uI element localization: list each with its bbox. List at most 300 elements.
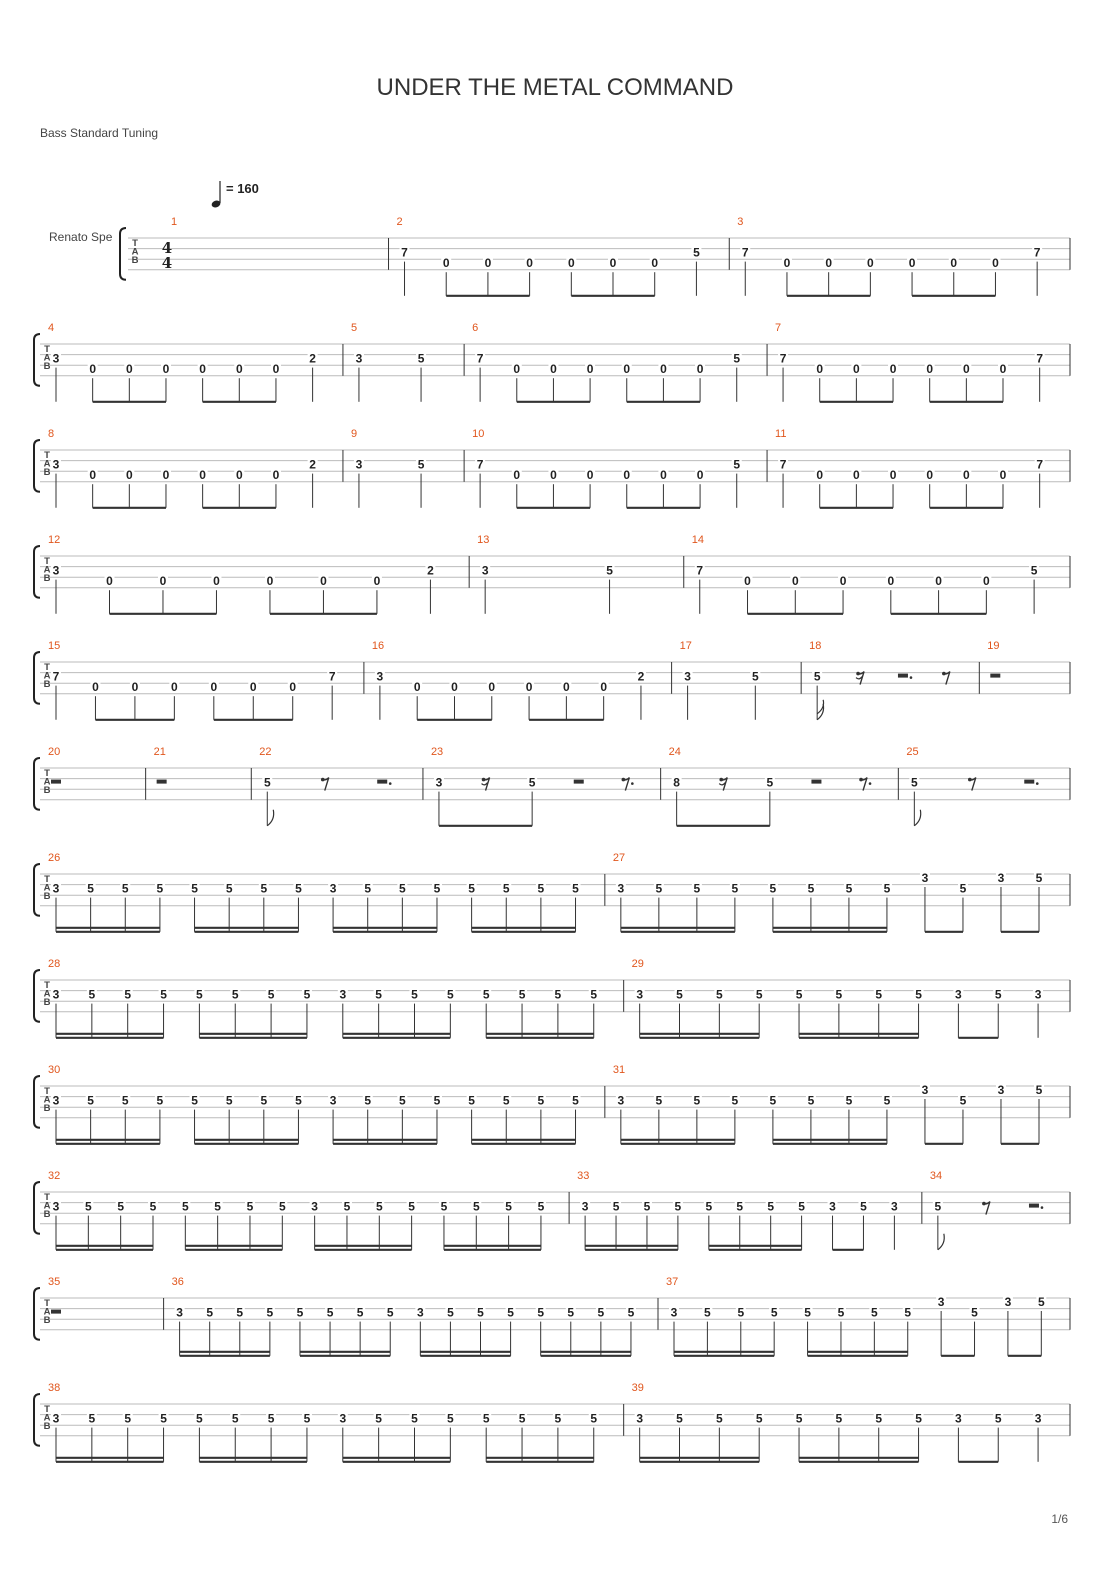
measure-number: 25 [906,746,919,758]
fret-number: 0 [550,468,557,483]
fret-number: 5 [676,1411,683,1426]
fret-number: 5 [160,987,167,1002]
fret-number: 0 [651,256,659,271]
fret-number: 5 [1037,1295,1045,1309]
fret-number: 5 [731,1093,739,1108]
measure-number: 27 [612,852,626,864]
fret-number: 7 [52,669,60,684]
fret-number: 7 [328,669,336,684]
tab-clef-letter: T [44,768,50,779]
fret-number: 0 [125,468,133,483]
tab-system [34,640,1070,720]
fret-number: 0 [272,362,280,377]
system-bracket [34,970,40,1022]
fret-number: 3 [52,1411,60,1426]
measure-number: 20 [48,746,61,758]
tab-systems [34,216,1070,1462]
fret-number: 5 [260,881,268,896]
measure-number: 8 [48,428,55,440]
tempo-label: = 160 [226,181,259,196]
fret-number: 3 [416,1305,424,1320]
fret-number: 5 [502,881,510,896]
fret-number: 5 [606,563,613,578]
fret-number: 0 [199,362,206,377]
measure-2 [397,216,730,296]
rest-icon [482,783,488,785]
measure-number: 3 [737,216,744,228]
fret-number: 5 [84,1199,92,1214]
fret-number: 0 [413,680,421,695]
measure-number: 14 [691,534,704,546]
fret-number: 5 [482,987,490,1002]
fret-number: 0 [171,680,178,695]
fret-number: 0 [963,362,970,377]
fret-number: 5 [303,1411,311,1426]
fret-number: 5 [231,1411,239,1426]
fret-number: 5 [883,881,891,896]
tab-clef-letter: B [43,1103,51,1114]
tab-clef-letter: A [43,1412,51,1424]
fret-number: 0 [791,574,799,589]
fret-number: 5 [375,987,382,1002]
note-flag [938,1234,944,1250]
fret-number: 3 [481,563,489,578]
measure-35 [48,1276,164,1330]
fret-number: 5 [875,987,883,1002]
fret-number: 5 [716,1411,723,1426]
tab-system [34,322,1070,402]
fret-number: 5 [87,1093,94,1108]
tab-clef-letter: T [44,874,50,885]
measure-37 [666,1276,1070,1356]
fret-number: 5 [263,775,271,790]
fret-number: 5 [766,775,774,790]
fret-number: 5 [482,1411,490,1426]
rest-head [859,778,863,782]
fret-number: 5 [468,881,475,896]
fret-number: 5 [156,1093,164,1108]
fret-number: 5 [447,1305,454,1320]
measure-number: 1 [171,216,178,228]
rest-dot [1041,1206,1044,1209]
fret-number: 0 [926,468,934,483]
fret-number: 5 [537,1199,545,1214]
measure-number: 18 [809,640,822,652]
fret-number: 3 [355,351,363,366]
rest-icon [811,780,821,784]
fret-number: 3 [617,1093,625,1108]
measure-number: 36 [171,1276,184,1288]
tab-clef-letter: A [43,458,51,470]
fret-number: 5 [411,987,418,1002]
measure-33 [577,1170,922,1250]
fret-number: 5 [160,1411,167,1426]
tab-clef-letter: T [44,450,50,461]
measure-13 [477,534,684,614]
tab-system [34,428,1070,508]
tab-clef-letter: A [131,246,139,258]
measure-number: 23 [430,746,444,758]
tab-clef-letter: T [44,1298,50,1309]
fret-number: 5 [246,1199,254,1214]
tab-clef-letter: A [43,352,51,364]
measure-30 [48,1064,605,1144]
fret-number: 3 [52,987,60,1002]
measure-7 [775,322,1070,402]
fret-number: 5 [676,987,683,1002]
fret-number: 5 [440,1199,448,1214]
fret-number: 5 [769,1093,777,1108]
fret-number: 0 [235,468,243,483]
measure-4 [48,322,343,402]
fret-number: 5 [674,1199,682,1214]
fret-number: 5 [121,1093,129,1108]
tab-clef-letter: A [43,1200,51,1212]
fret-number: 3 [670,1305,678,1320]
fret-number: 5 [87,881,94,896]
fret-number: 5 [225,881,233,896]
fret-number: 5 [518,1411,526,1426]
fret-number: 5 [915,1411,922,1426]
fret-number: 5 [417,351,425,366]
rest-icon [856,677,862,679]
fret-number: 5 [807,881,815,896]
tab-clef-letter: B [43,891,51,902]
fret-number: 5 [705,1199,713,1214]
fret-number: 5 [915,987,922,1002]
measure-number: 34 [929,1170,943,1182]
fret-number: 0 [696,362,704,377]
tab-clef-letter: A [43,670,51,682]
fret-number: 5 [612,1199,620,1214]
rest-icon [574,780,584,784]
fret-number: 5 [88,987,96,1002]
fret-number: 0 [526,256,533,271]
measure-number: 32 [48,1170,61,1182]
fret-number: 5 [737,1305,745,1320]
rest-head [982,1202,986,1206]
fret-number: 5 [149,1199,157,1214]
fret-number: 5 [295,881,302,896]
tab-clef-letter: A [43,1094,51,1106]
fret-number: 0 [451,680,458,695]
fret-number: 5 [883,1093,891,1108]
fret-number: 5 [124,987,132,1002]
fret-number: 3 [311,1199,318,1214]
fret-number: 5 [693,245,700,260]
fret-number: 0 [320,574,327,589]
fret-number: 3 [355,457,363,472]
note-flag [267,810,273,826]
fret-number: 0 [926,362,934,377]
measure-27 [613,852,1070,932]
tab-system [34,1382,1070,1462]
fret-number: 5 [798,1199,805,1214]
fret-number: 3 [1034,987,1042,1002]
fret-number: 5 [447,987,454,1002]
fret-number: 0 [272,468,280,483]
fret-number: 5 [910,775,918,790]
measure-6 [472,322,767,402]
fret-number: 3 [636,1411,644,1426]
fret-number: 0 [484,256,492,271]
fret-number: 5 [751,669,759,684]
fret-number: 3 [52,563,60,578]
fret-number: 5 [447,1411,454,1426]
tab-clef-letter: T [44,1404,50,1415]
fret-number: 5 [590,1411,598,1426]
measure-number: 11 [775,428,787,440]
fret-number: 3 [921,871,929,885]
measure-number: 33 [577,1170,590,1182]
fret-number: 5 [411,1411,418,1426]
fret-number: 5 [386,1305,394,1320]
fret-number: 3 [52,351,60,366]
fret-number: 5 [860,1199,867,1214]
tab-clef-letter: B [43,1315,51,1326]
fret-number: 5 [1035,1083,1043,1097]
measure-number: 29 [631,958,644,970]
fret-number: 3 [581,1199,589,1214]
fret-number: 0 [249,680,257,695]
system-bracket [34,758,40,810]
fret-number: 3 [339,987,347,1002]
fret-number: 3 [921,1083,929,1097]
fret-number: 0 [162,468,170,483]
system-bracket [120,228,126,280]
fret-number: 5 [399,881,406,896]
fret-number: 5 [807,1093,815,1108]
fret-number: 0 [908,256,916,271]
tab-system [34,1064,1070,1144]
fret-number: 0 [660,468,667,483]
fret-number: 5 [121,881,129,896]
fret-number: 0 [609,256,617,271]
fret-number: 5 [364,881,372,896]
fret-number: 5 [417,457,425,472]
tab-clef-letter: T [44,662,50,673]
fret-number: 0 [696,468,704,483]
rest-icon [990,674,1000,678]
fret-number: 7 [1033,245,1041,260]
measure-number: 24 [668,746,681,758]
fret-number: 0 [623,362,631,377]
measure-3 [737,216,1070,296]
fret-number: 7 [476,457,484,472]
fret-number: 0 [513,362,521,377]
fret-number: 5 [835,987,843,1002]
fret-number: 0 [131,680,139,695]
rest-head [856,672,860,676]
fret-number: 5 [994,987,1002,1002]
fret-number: 3 [891,1199,898,1214]
fret-number: 5 [755,987,763,1002]
tab-system [34,958,1070,1038]
fret-number: 5 [704,1305,711,1320]
fret-number: 5 [399,1093,406,1108]
fret-number: 5 [502,1093,510,1108]
fret-number: 3 [52,1199,60,1214]
fret-number: 3 [339,1411,347,1426]
fret-number: 5 [303,987,311,1002]
fret-number: 5 [731,881,739,896]
fret-number: 2 [309,457,316,472]
fret-number: 0 [199,468,206,483]
fret-number: 5 [296,1305,304,1320]
fret-number: 5 [716,987,723,1002]
rest-dot [389,782,392,785]
fret-number: 5 [343,1199,351,1214]
measure-number: 30 [48,1064,61,1076]
rest-icon [377,780,387,784]
fret-number: 5 [191,1093,198,1108]
fret-number: 3 [955,1411,962,1426]
fret-number: 5 [375,1199,383,1214]
tab-system [34,852,1070,932]
rest-dot [869,782,872,785]
fret-number: 5 [769,881,777,896]
fret-number: 5 [835,1411,843,1426]
fret-number: 5 [472,1199,480,1214]
fret-number: 7 [779,351,787,366]
fret-number: 5 [356,1305,364,1320]
measure-39 [632,1382,1070,1462]
measure-1 [171,216,389,270]
fret-number: 0 [513,468,521,483]
measure-number: 9 [350,428,358,440]
fret-number: 5 [260,1093,268,1108]
fret-number: 5 [408,1199,415,1214]
fret-number: 5 [643,1199,651,1214]
tab-clef-letter: B [43,467,51,478]
time-signature-top: 4 [161,239,173,257]
fret-number: 5 [572,881,579,896]
measure-20 [48,746,146,800]
measure-16 [372,640,672,720]
fret-number: 5 [196,987,203,1002]
measure-number: 6 [472,322,479,334]
tab-clef-letter: T [44,1086,50,1097]
fret-number: 5 [554,987,562,1002]
fret-number: 3 [937,1295,945,1309]
measure-number: 7 [775,322,782,334]
rest-dot [910,676,913,679]
system-bracket [34,1182,40,1234]
fret-number: 5 [971,1305,978,1320]
tab-system [34,534,1070,614]
fret-number: 0 [89,362,97,377]
fret-number: 3 [329,1093,337,1108]
measure-number: 35 [48,1276,61,1288]
fret-number: 0 [373,574,381,589]
measure-number: 28 [48,958,61,970]
fret-number: 0 [92,680,99,695]
fret-number: 5 [795,987,803,1002]
measure-34 [930,1170,1070,1250]
fret-number: 5 [433,1093,441,1108]
measure-8 [48,428,343,508]
tab-clef-letter: T [44,1192,50,1203]
measure-5 [351,322,464,402]
fret-number: 0 [563,680,570,695]
rest-icon [898,674,908,678]
measure-number: 15 [48,640,61,652]
measure-number: 13 [477,534,490,546]
fret-number: 0 [525,680,533,695]
fret-number: 5 [225,1093,233,1108]
fret-number: 5 [267,987,275,1002]
measure-17 [680,640,802,720]
system-bracket [34,440,40,492]
fret-number: 5 [433,881,441,896]
tab-clef-letter: B [43,785,51,796]
tempo-marking [211,181,259,209]
fret-number: 5 [770,1305,778,1320]
fret-number: 5 [537,881,545,896]
measure-36 [172,1276,658,1356]
tab-clef-letter: B [43,1421,51,1432]
measure-10 [472,428,767,508]
rest-icon [51,780,61,784]
fret-number: 3 [617,881,625,896]
fret-number: 0 [586,362,594,377]
fret-number: 5 [266,1305,274,1320]
fret-number: 0 [550,362,557,377]
tab-system [34,1170,1070,1250]
fret-number: 5 [590,987,598,1002]
fret-number: 0 [853,362,860,377]
rest-icon [719,783,725,785]
fret-number: 5 [994,1411,1002,1426]
fret-number: 5 [124,1411,132,1426]
fret-number: 0 [159,574,167,589]
fret-number: 0 [887,574,895,589]
fret-number: 5 [572,1093,579,1108]
fret-number: 3 [52,1093,60,1108]
system-bracket [34,1394,40,1446]
measure-number: 19 [987,640,1000,652]
fret-number: 0 [266,574,274,589]
fret-number: 7 [401,245,408,260]
tab-clef-letter: B [43,997,51,1008]
measure-25 [906,746,1070,826]
fret-number: 5 [693,881,701,896]
system-bracket [34,1076,40,1128]
measure-number: 4 [48,322,55,334]
fret-number: 5 [214,1199,221,1214]
fret-number: 5 [196,1411,203,1426]
rest-icon [157,780,167,784]
fret-number: 5 [505,1199,512,1214]
tab-clef-letter: A [43,1306,51,1318]
fret-number: 5 [736,1199,744,1214]
system-bracket [34,1288,40,1340]
measure-number: 2 [396,216,403,228]
fret-number: 5 [537,1093,545,1108]
fret-number: 3 [997,871,1005,885]
fret-number: 5 [959,1093,967,1108]
fret-number: 5 [845,881,853,896]
fret-number: 5 [537,1305,545,1320]
fret-number: 0 [125,362,133,377]
fret-number: 5 [1035,871,1043,885]
fret-number: 0 [213,574,220,589]
tab-clef-letter: B [131,255,139,266]
measure-number: 31 [612,1064,626,1076]
fret-number: 3 [1034,1411,1042,1426]
fret-number: 5 [813,669,821,684]
system-bracket [34,546,40,598]
